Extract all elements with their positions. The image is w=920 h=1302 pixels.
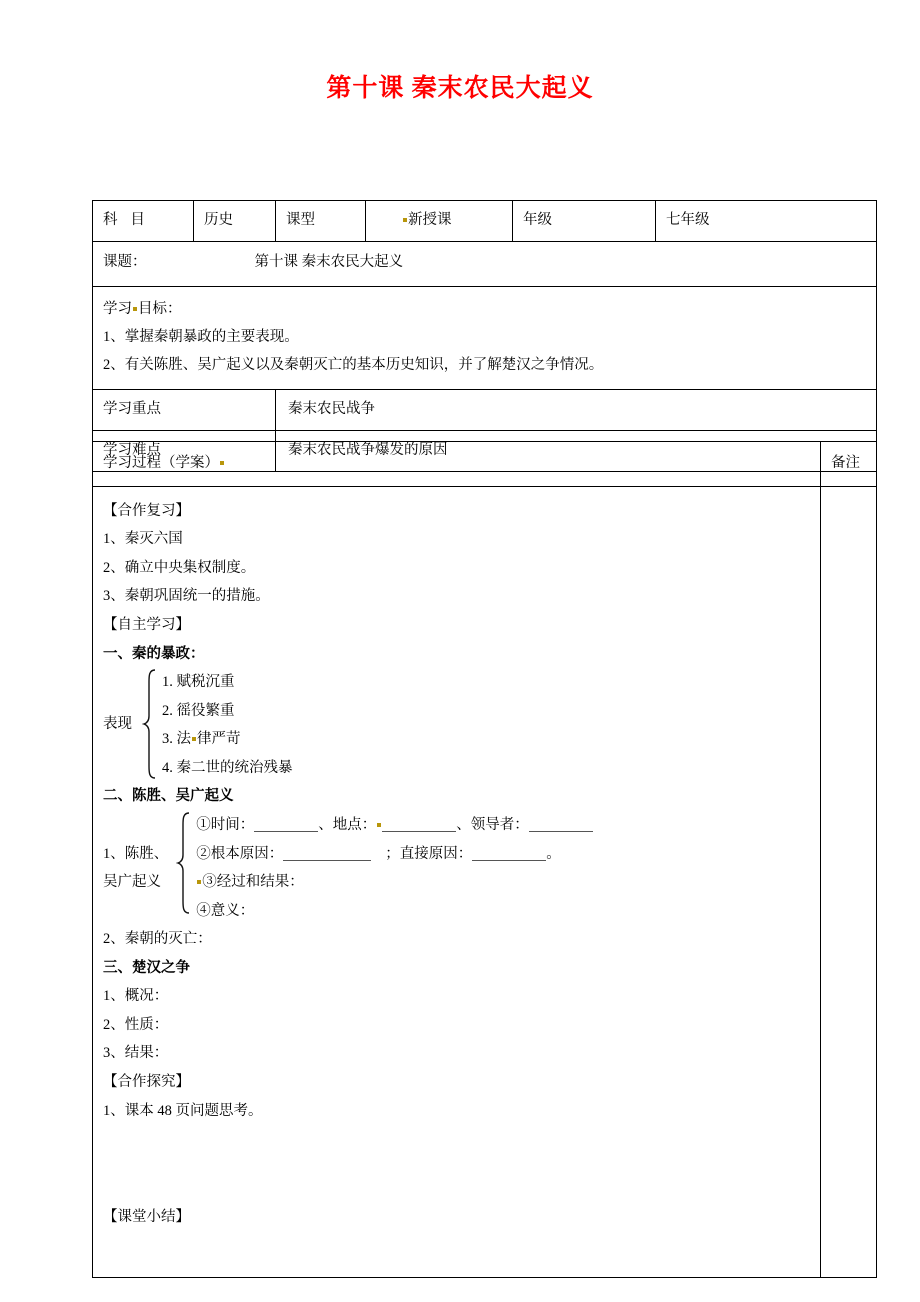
curly-brace-icon — [176, 811, 190, 925]
edit-mark-icon — [133, 307, 137, 311]
cell-grade-label — [513, 201, 656, 242]
review-item: 3、秦朝巩固统一的措施。 — [103, 588, 270, 605]
table-row-process-body — [93, 486, 877, 1277]
cell-objectives — [93, 286, 877, 390]
inquiry-heading: 【合作探究】 — [103, 1074, 190, 1090]
cell-topic — [93, 241, 877, 286]
leader-blank[interactable] — [529, 831, 593, 832]
tyranny-brace-label: 表现 — [103, 716, 132, 733]
summary-heading: 【课堂小结】 — [103, 1209, 190, 1226]
blank-space — [103, 1125, 812, 1203]
section-three-item: 2、性质： — [103, 1016, 169, 1033]
fall-of-qin: 2、秦朝的灭亡： — [103, 931, 212, 948]
uprising-brace-label-line2: 吴广起义 — [103, 874, 161, 891]
root-cause-blank[interactable] — [283, 860, 371, 861]
time-mid: 、地点： — [318, 816, 377, 833]
tyranny-brace-group — [103, 668, 812, 782]
uprising-item-meaning: ④意义： — [196, 902, 255, 919]
place-blank[interactable] — [382, 831, 456, 832]
section-three-heading: 三、楚汉之争 — [103, 959, 190, 976]
edit-mark-icon — [220, 461, 224, 465]
objectives-heading-part1: 学习 — [103, 300, 132, 317]
topic-label: 课题： — [103, 253, 147, 270]
table-row-subject — [93, 201, 877, 242]
key-point-label: 学习重点 — [103, 401, 161, 418]
table-row-key-point — [93, 390, 877, 431]
inquiry-item: 1、课本 48 页问题思考。 — [103, 1102, 263, 1119]
process-header — [93, 442, 820, 486]
key-point-value: 秦末农民战争 — [288, 401, 375, 418]
tyranny-item-3a: 3. 法 — [162, 731, 191, 748]
section-three-item: 3、结果： — [103, 1045, 169, 1062]
edit-mark-icon — [403, 218, 407, 222]
topic-value: 第十课 秦末农民大起义 — [254, 253, 404, 270]
uprising-brace-label-line1: 1、陈胜、 — [103, 845, 169, 862]
review-item: 1、秦灭六国 — [103, 531, 183, 548]
objectives-heading-part2: 目标： — [138, 300, 182, 317]
curly-brace-icon — [142, 668, 156, 782]
section-two-heading: 二、陈胜、吴广起义 — [103, 788, 234, 805]
table-row-process-header — [93, 442, 877, 487]
uprising-item-time — [196, 811, 593, 840]
lesson-type-label: 课型 — [286, 212, 315, 228]
cell-grade-value — [656, 201, 877, 242]
difficult-point-label: 学习难点 — [103, 442, 161, 459]
edit-mark-icon — [192, 737, 196, 741]
difficult-point-value: 秦末农民战争爆发的原因 — [288, 442, 448, 459]
time-blank[interactable] — [254, 831, 318, 832]
direct-cause-blank[interactable] — [472, 860, 546, 861]
cell-note-header — [821, 442, 877, 487]
edit-mark-icon — [377, 823, 381, 827]
tyranny-item-3b: 律严苛 — [197, 731, 241, 748]
table-row-objectives — [93, 286, 877, 390]
uprising-item-cause — [196, 840, 593, 869]
cause-suffix: 。 — [546, 845, 561, 862]
objective-item: 2、有关陈胜、吴广起义以及秦朝灭亡的基本历史知识，并了解楚汉之争情况。 — [103, 357, 604, 374]
uprising-item-process — [196, 868, 593, 897]
note-header: 备注 — [831, 455, 860, 471]
uprising-brace-label — [103, 840, 168, 897]
lesson-type-value: 新授课 — [408, 212, 452, 228]
review-item: 2、确立中央集权制度。 — [103, 559, 256, 576]
cell-process-body — [93, 486, 821, 1277]
time-prefix: ①时间： — [196, 816, 255, 833]
edit-mark-icon — [197, 880, 201, 884]
subject-label: 科 目 — [103, 212, 150, 228]
objective-item: 1、掌握秦朝暴政的主要表现。 — [103, 328, 299, 345]
grade-value: 七年级 — [666, 212, 710, 228]
grade-label: 年级 — [523, 212, 552, 228]
cell-note-body[interactable] — [821, 486, 877, 1277]
table-row-topic — [93, 241, 877, 286]
self-study-heading: 【自主学习】 — [103, 617, 190, 633]
tyranny-items — [162, 668, 293, 782]
tyranny-item: 4. 秦二世的统治残暴 — [162, 759, 293, 776]
section-three-item: 1、概况： — [103, 988, 169, 1005]
uprising-items — [196, 811, 593, 925]
cell-lesson-type-value — [366, 201, 513, 242]
subject-value: 历史 — [204, 212, 233, 228]
time-suffix: 、领导者： — [456, 816, 529, 833]
lesson-plan-table — [92, 200, 877, 472]
objectives-heading — [103, 295, 868, 323]
uprising-brace-group — [103, 811, 812, 925]
process-table — [92, 441, 877, 1278]
process-header-text: 学习过程（学案） — [103, 455, 219, 471]
process-text: ③经过和结果： — [202, 874, 304, 891]
cell-key-point-label — [93, 390, 276, 431]
tyranny-item: 1. 赋税沉重 — [162, 674, 235, 691]
section-one-heading: 一、秦的暴政： — [103, 645, 205, 662]
review-heading: 【合作复习】 — [103, 502, 190, 519]
tyranny-item — [162, 725, 293, 754]
cause-mid: ；直接原因： — [385, 845, 473, 862]
cell-subject-label — [93, 201, 194, 242]
cause-prefix: ②根本原因： — [196, 845, 284, 862]
cell-process-header — [93, 442, 821, 487]
tyranny-item: 2. 徭役繁重 — [162, 702, 235, 719]
cell-lesson-type-label — [276, 201, 366, 242]
cell-subject-value — [194, 201, 276, 242]
cell-key-point-value — [276, 390, 877, 431]
page-title: 第十课 秦末农民大起义 — [326, 75, 594, 102]
